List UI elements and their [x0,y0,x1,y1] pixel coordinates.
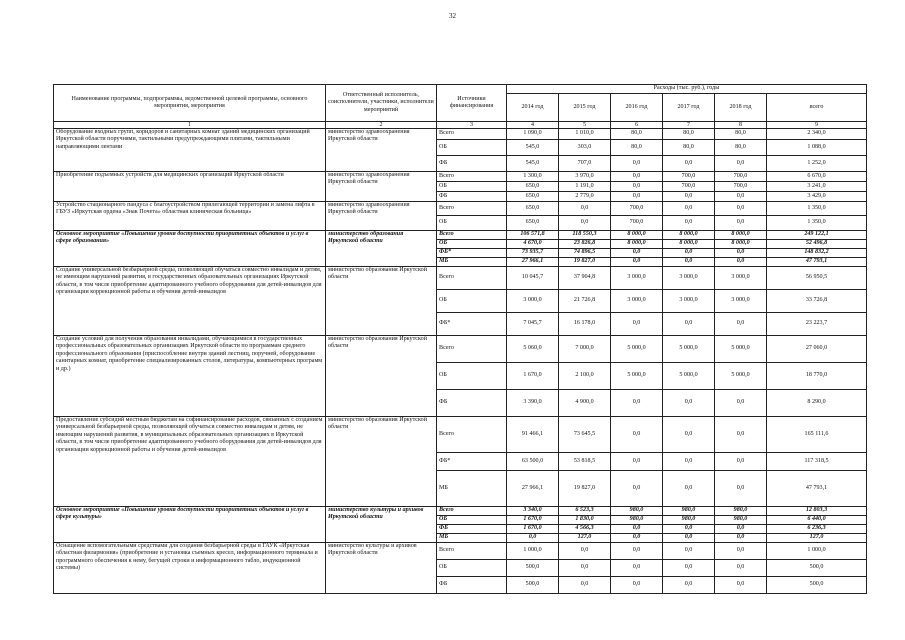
year-value: 0,0 [611,172,663,182]
year-value: 707,0 [559,156,611,172]
year-value: 0,0 [559,543,611,560]
funding-source: МБ [437,534,507,543]
year-value: 118 550,3 [559,231,611,240]
responsible-executor: министерство образования Иркутской области [326,417,437,507]
total-value: 52 496,8 [767,240,867,249]
year-value: 106 571,8 [507,231,559,240]
funding-source: ФБ* [437,313,507,336]
year-value: 0,0 [663,534,715,543]
year-value: 0,0 [559,560,611,577]
year-value: 3 000,0 [663,267,715,290]
year-value: 5 000,0 [663,363,715,390]
column-number: 8 [715,122,767,129]
total-value: 117 318,5 [767,453,867,471]
year-value: 0,0 [715,453,767,471]
funding-source: ОБ [437,290,507,313]
responsible-executor: министерство образования Иркутской области [326,336,437,417]
year-value: 3 390,0 [507,390,559,417]
year-value: 650,0 [507,192,559,202]
year-value: 0,0 [663,543,715,560]
funding-source: ОБ [437,182,507,192]
total-value: 6 236,3 [767,525,867,534]
activity-name: Основное мероприятие «Повышение уровня доступности приоритетных объектов и услуг в сфере культуры» [54,507,326,543]
total-value: 23 223,7 [767,313,867,336]
responsible-executor: министерство здравоохранения Иркутской области [326,172,437,202]
year-value: 3 000,0 [663,290,715,313]
total-value: 12 803,3 [767,507,867,516]
total-value: 1 350,0 [767,216,867,231]
year-value: 500,0 [507,577,559,594]
year-value: 19 827,0 [559,258,611,267]
total-value: 47 793,1 [767,258,867,267]
year-value: 0,0 [715,534,767,543]
header-total: всего [767,94,867,122]
column-number: 6 [611,122,663,129]
year-value: 23 826,8 [559,240,611,249]
column-number: 2 [326,122,437,129]
year-value: 80,0 [611,129,663,140]
year-value: 650,0 [507,202,559,216]
year-value: 700,0 [663,182,715,192]
year-value: 5 000,0 [611,363,663,390]
column-number: 5 [559,122,611,129]
year-value: 0,0 [715,258,767,267]
year-value: 8 000,0 [663,231,715,240]
year-value: 0,0 [611,560,663,577]
funding-source: Всего [437,172,507,182]
year-value: 0,0 [559,216,611,231]
funding-source: ФБ [437,390,507,417]
responsible-executor: министерство культуры и архивов Иркутской области [326,507,437,543]
year-value: 0,0 [663,390,715,417]
total-value: 18 770,0 [767,363,867,390]
funding-source: ОБ [437,240,507,249]
header-responsible: Ответственный исполнитель, соисполнители, участники, исполнители мероприятий [326,85,437,122]
year-value: 500,0 [507,560,559,577]
year-value: 0,0 [715,313,767,336]
year-value: 3 000,0 [715,290,767,313]
year-value: 0,0 [715,577,767,594]
funding-source: ОБ [437,516,507,525]
header-source: Источники финансирования [437,85,507,122]
table-row [54,507,867,516]
year-value: 0,0 [611,313,663,336]
year-value: 303,0 [559,140,611,156]
year-value: 0,0 [611,249,663,258]
year-value: 700,0 [663,172,715,182]
year-value: 2 100,0 [559,363,611,390]
year-value: 5 000,0 [715,363,767,390]
year-value: 0,0 [715,216,767,231]
year-value: 700,0 [715,182,767,192]
year-value: 2 779,0 [559,192,611,202]
year-value: 0,0 [611,577,663,594]
year-value: 0,0 [663,202,715,216]
year-value: 545,0 [507,140,559,156]
year-value: 0,0 [663,156,715,172]
table-row [54,231,867,240]
year-value: 3 000,0 [715,267,767,290]
funding-source: ОБ [437,560,507,577]
year-value: 16 178,0 [559,313,611,336]
total-value: 3 241,0 [767,182,867,192]
table-row [54,417,867,453]
year-value: 6 523,3 [559,507,611,516]
total-value: 1 252,0 [767,156,867,172]
year-value: 1 191,0 [559,182,611,192]
year-value: 0,0 [663,249,715,258]
year-value: 80,0 [611,140,663,156]
year-value: 0,0 [663,560,715,577]
year-value: 8 000,0 [715,231,767,240]
year-value: 0,0 [559,202,611,216]
funding-source: ФБ [437,156,507,172]
year-value: 3 340,0 [507,507,559,516]
total-value: 6 440,0 [767,516,867,525]
total-value: 1 088,0 [767,140,867,156]
funding-source: ОБ [437,140,507,156]
year-value: 4 566,3 [559,525,611,534]
year-value: 650,0 [507,216,559,231]
activity-name: Создание универсальной безбарьерной среды, позволяющей обучаться совместно инвалидам и детям, не имеющим нарушений развития, в государственных образовательных организациях Иркутской области, в том числе приобретение адаптированного учебного оборудования для детей-инвалидов для организации коррекционной работы и обучения детей-инвалидов [54,267,326,336]
funding-source: Всего [437,202,507,216]
year-value: 0,0 [559,577,611,594]
year-value: 5 060,0 [507,336,559,363]
year-value: 0,0 [715,390,767,417]
header-year: 2015 год [559,94,611,122]
header-name: Наименование программы, подпрограммы, ведомственной целевой программы, основного мероприятия, мероприятия [54,85,326,122]
year-value: 127,0 [559,534,611,543]
total-value: 127,0 [767,534,867,543]
year-value: 0,0 [715,543,767,560]
year-value: 700,0 [611,202,663,216]
year-value: 63 500,0 [507,453,559,471]
total-value: 8 290,0 [767,390,867,417]
funding-source: Всего [437,231,507,240]
header-year: 2017 год [663,94,715,122]
year-value: 27 966,1 [507,258,559,267]
funding-source: ФБ [437,192,507,202]
year-value: 1 090,0 [507,129,559,140]
year-value: 0,0 [663,192,715,202]
year-value: 980,0 [715,507,767,516]
year-value: 0,0 [663,313,715,336]
year-value: 0,0 [663,471,715,507]
year-value: 0,0 [715,471,767,507]
funding-source: Всего [437,129,507,140]
funding-source: Всего [437,543,507,560]
year-value: 3 000,0 [611,267,663,290]
year-value: 980,0 [611,516,663,525]
table-body [54,129,867,594]
year-value: 700,0 [611,216,663,231]
funding-source: ФБ [437,577,507,594]
total-value: 165 111,6 [767,417,867,453]
funding-source: МБ [437,471,507,507]
responsible-executor: министерство здравоохранения Иркутской области [326,202,437,231]
year-value: 1 670,0 [507,525,559,534]
activity-name: Основное мероприятие «Повышение уровня доступности приоритетных объектов и услуг в сфере образования» [54,231,326,267]
total-value: 3 429,0 [767,192,867,202]
table-row [54,129,867,140]
funding-source: ОБ [437,363,507,390]
year-value: 1 010,0 [559,129,611,140]
year-value: 80,0 [715,129,767,140]
column-number: 7 [663,122,715,129]
total-value: 6 670,0 [767,172,867,182]
year-value: 0,0 [663,417,715,453]
year-value: 5 000,0 [611,336,663,363]
funding-source: ФБ* [437,249,507,258]
year-value: 5 000,0 [663,336,715,363]
year-value: 7 000,0 [559,336,611,363]
funding-source: ОБ [437,216,507,231]
year-value: 0,0 [611,156,663,172]
total-value: 500,0 [767,577,867,594]
table-row [54,202,867,216]
funding-source: МБ [437,258,507,267]
year-value: 0,0 [715,417,767,453]
column-number: 9 [767,122,867,129]
year-value: 53 818,5 [559,453,611,471]
year-value: 545,0 [507,156,559,172]
expenses-table [53,84,867,594]
table-row [54,336,867,363]
year-value: 0,0 [715,249,767,258]
year-value: 27 966,1 [507,471,559,507]
year-value: 0,0 [663,577,715,594]
year-value: 0,0 [611,453,663,471]
table-row [54,172,867,182]
year-value: 0,0 [611,417,663,453]
funding-source: Всего [437,267,507,290]
year-value: 91 466,1 [507,417,559,453]
year-value: 8 000,0 [663,240,715,249]
total-value: 1 350,0 [767,202,867,216]
year-value: 0,0 [663,216,715,231]
year-value: 980,0 [715,516,767,525]
year-value: 80,0 [663,129,715,140]
year-value: 0,0 [611,543,663,560]
activity-name: Оборудование входных групп, коридоров и санитарных комнат зданий медицинских организаций Иркутской области поручнями, тактильными предупреждающими плитами, тактильными направляющими лентами [54,129,326,172]
year-value: 1 670,0 [507,516,559,525]
year-value: 3 000,0 [507,290,559,313]
total-value: 2 340,0 [767,129,867,140]
total-value: 33 726,8 [767,290,867,313]
year-value: 700,0 [715,172,767,182]
total-value: 249 122,1 [767,231,867,240]
responsible-executor: министерство образования Иркутской области [326,267,437,336]
funding-source: ФБ [437,525,507,534]
year-value: 0,0 [611,182,663,192]
activity-name: Оснащение вспомогательными средствами для создания безбарьерной среды в ГАУК «Иркутская областная филармония» (приобретение и установка съемных кресел, информационного терминала и программного обеспечения к нему, бегущей строки и информационного табло, индукционной системы) [54,543,326,594]
year-value: 80,0 [715,140,767,156]
year-value: 0,0 [611,258,663,267]
year-value: 0,0 [715,192,767,202]
activity-name: Создание условий для получения образования инвалидами, обучающимися в государственных профессиональных образовательных организациях Иркутской области по программам среднего профессионального образования (приспособление внутри зданий лестниц, поручней, оборудование санитарных комнат, приобретение специализированных столов, литературы, компьютерных программ и др.) [54,336,326,417]
year-value: 0,0 [715,202,767,216]
funding-source: Всего [437,417,507,453]
total-value: 148 832,2 [767,249,867,258]
year-value: 0,0 [715,156,767,172]
responsible-executor: министерство образования Иркутской области [326,231,437,267]
year-value: 0,0 [663,453,715,471]
year-value: 80,0 [663,140,715,156]
year-value: 0,0 [611,192,663,202]
year-value: 0,0 [715,525,767,534]
funding-source: Всего [437,336,507,363]
year-value: 4 900,0 [559,390,611,417]
activity-name: Устройство стационарного пандуса с благоустройством прилегающей территории и замена лифта в ГБУЗ «Иркутская ордена «Знак Почета» областная клиническая больница» [54,202,326,231]
year-value: 1 300,0 [507,172,559,182]
year-value: 19 827,0 [559,471,611,507]
total-value: 47 793,1 [767,471,867,507]
column-number: 3 [437,122,507,129]
column-number: 4 [507,122,559,129]
funding-source: ФБ* [437,453,507,471]
year-value: 0,0 [715,560,767,577]
year-value: 21 726,8 [559,290,611,313]
year-value: 37 904,8 [559,267,611,290]
activity-name: Предоставление субсидий местным бюджетам на софинансирование расходов, связанных с созданием универсальной безбарьерной среды, позволяющей обучаться совместно инвалидам и детям, не имеющим нарушений развития, в муниципальных образовательных организациях в Иркутской области, в том числе приобретение адаптированного учебного оборудования для детей-инвалидов для организации коррекционной работы и обучения детей-инвалидов [54,417,326,507]
year-value: 74 896,5 [559,249,611,258]
year-value: 4 670,0 [507,240,559,249]
year-value: 0,0 [611,534,663,543]
year-value: 73 645,5 [559,417,611,453]
total-value: 56 950,5 [767,267,867,290]
year-value: 73 935,7 [507,249,559,258]
responsible-executor: министерство здравоохранения Иркутской области [326,129,437,172]
year-value: 3 000,0 [611,290,663,313]
year-value: 0,0 [663,258,715,267]
year-value: 1 830,0 [559,516,611,525]
total-value: 1 000,0 [767,543,867,560]
year-value: 650,0 [507,182,559,192]
table-row [54,543,867,560]
header-expenses: Расходы (тыс. руб.), годы [507,85,867,94]
year-value: 8 000,0 [611,231,663,240]
year-value: 0,0 [611,471,663,507]
year-value: 0,0 [663,525,715,534]
funding-source: Всего [437,507,507,516]
year-value: 10 045,7 [507,267,559,290]
column-number: 1 [54,122,326,129]
year-value: 1 000,0 [507,543,559,560]
year-value: 3 970,0 [559,172,611,182]
header-year: 2018 год [715,94,767,122]
header-year: 2014 год [507,94,559,122]
year-value: 0,0 [507,534,559,543]
total-value: 500,0 [767,560,867,577]
year-value: 0,0 [611,525,663,534]
total-value: 27 060,0 [767,336,867,363]
year-value: 0,0 [611,390,663,417]
responsible-executor: министерство культуры и архивов Иркутской области [326,543,437,594]
year-value: 8 000,0 [715,240,767,249]
year-value: 5 000,0 [715,336,767,363]
year-value: 8 000,0 [611,240,663,249]
year-value: 980,0 [611,507,663,516]
table-row [54,267,867,290]
header-year: 2016 год [611,94,663,122]
activity-name: Приобретение подъемных устройств для медицинских организаций Иркутской области [54,172,326,202]
year-value: 7 045,7 [507,313,559,336]
year-value: 1 670,0 [507,363,559,390]
page-number: 32 [449,12,456,20]
year-value: 980,0 [663,507,715,516]
year-value: 980,0 [663,516,715,525]
